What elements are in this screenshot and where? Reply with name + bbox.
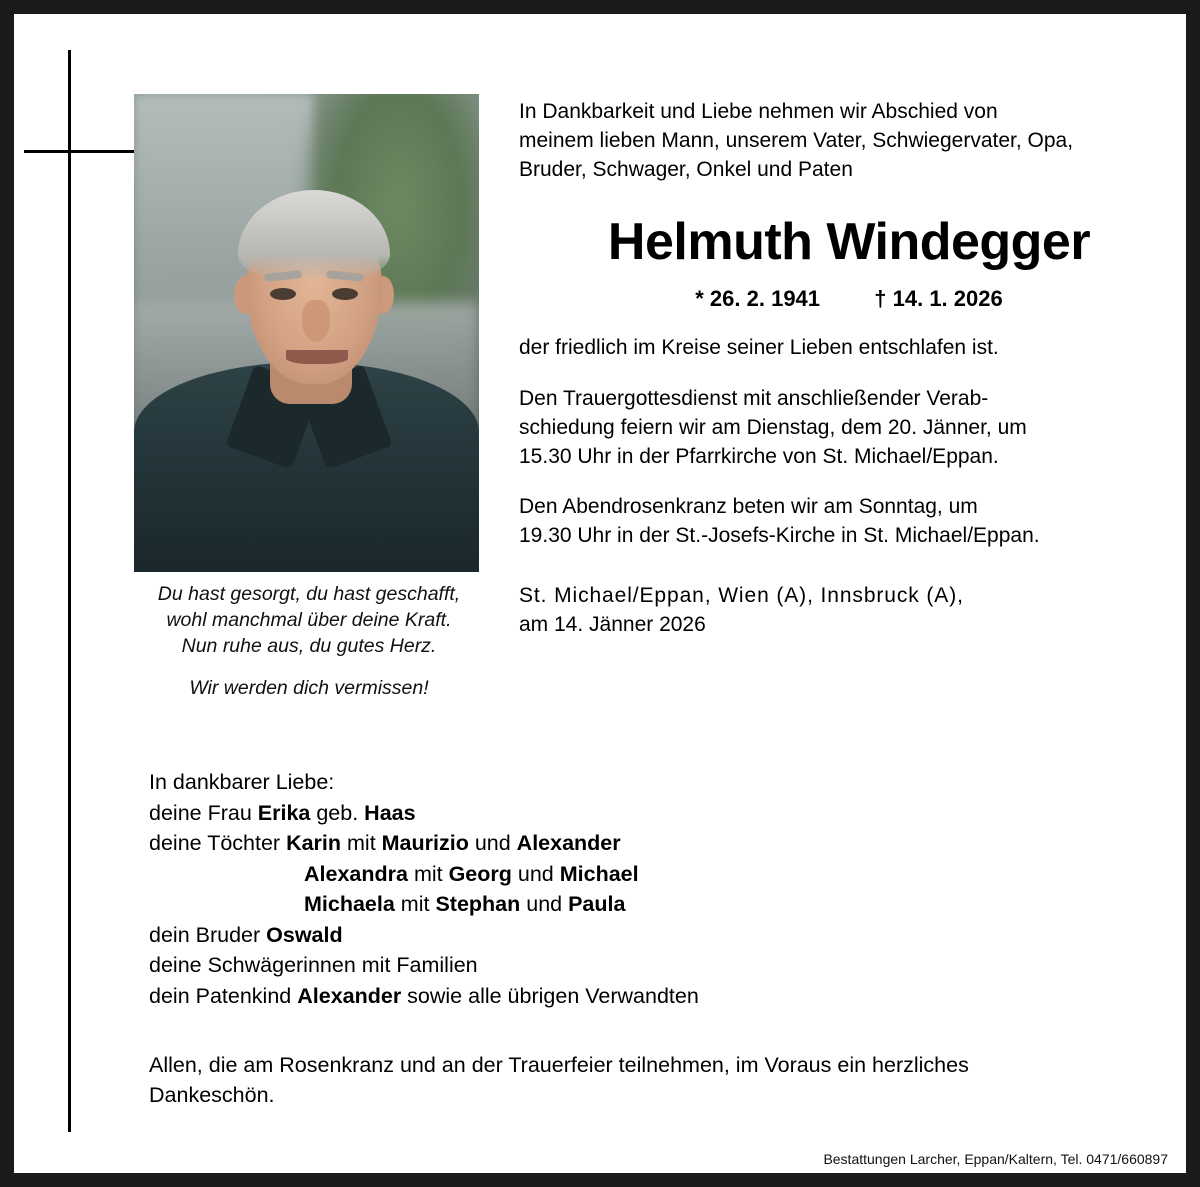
family-text: deine Töchter xyxy=(149,831,287,856)
family-text: und xyxy=(468,831,517,856)
paragraph-passing xyxy=(519,334,1179,363)
family-text: mit xyxy=(341,831,382,856)
family-text: mit xyxy=(394,892,436,917)
family-name: Michaela xyxy=(304,892,395,917)
memorial-verse xyxy=(134,582,484,702)
death-date: † 14. 1. 2026 xyxy=(874,286,1003,312)
family-name: Stephan xyxy=(435,892,521,917)
family-list xyxy=(149,767,1049,1011)
family-name: Erika xyxy=(257,800,311,825)
intro-line-3: Bruder, Schwager, Onkel und Paten xyxy=(519,157,853,181)
intro-line-2: meinem lieben Mann, unserem Vater, Schwiegervater, Opa, xyxy=(519,128,1074,152)
family-name: Georg xyxy=(448,861,512,886)
family-name: Haas xyxy=(364,800,416,825)
verse-line-4: Wir werden dich vermissen! xyxy=(189,676,429,699)
cross-icon-vertical xyxy=(68,50,71,1132)
verse-line-2: wohl manchmal über deine Kraft. xyxy=(166,608,452,631)
family-name: Alexander xyxy=(297,983,402,1008)
cross-icon-horizontal xyxy=(24,150,136,153)
deceased-name: Helmuth Windegger xyxy=(607,213,1091,272)
family-text: geb. xyxy=(310,800,365,825)
family-row xyxy=(149,920,1049,951)
paragraph-service xyxy=(519,385,1179,471)
family-heading: In dankbarer Liebe: xyxy=(149,770,335,794)
thanks-line-1: Allen, die am Rosenkranz und an der Trauerfeier teilnehmen, im Voraus ein herzliches xyxy=(149,1053,969,1077)
place-line-1: St. Michael/Eppan, Wien (A), Innsbruck (A), xyxy=(519,583,964,607)
family-text: deine Frau xyxy=(149,800,258,825)
photo-mouth xyxy=(286,350,348,364)
verse-line-1: Du hast gesorgt, du hast geschafft, xyxy=(157,583,461,605)
funeral-home-footer: Bestattungen Larcher, Eppan/Kaltern, Tel. 0471/660897 xyxy=(823,1151,1168,1167)
family-text: dein Patenkind xyxy=(149,983,298,1008)
family-name: Karin xyxy=(286,831,342,856)
family-row xyxy=(149,828,1049,859)
life-dates xyxy=(519,286,1179,312)
family-name: Paula xyxy=(568,892,626,917)
photo-eye-left xyxy=(270,288,296,300)
photo-nose xyxy=(302,300,330,342)
family-text: deine Schwägerinnen mit Familien xyxy=(149,953,478,978)
paragraph-rosary-line-2: 19.30 Uhr in der St.-Josefs-Kirche in St. Michael/Eppan. xyxy=(519,524,1040,548)
family-row xyxy=(149,981,1049,1012)
family-text: mit xyxy=(407,861,449,886)
thanks-line-2: Dankeschön. xyxy=(149,1083,275,1108)
family-rows xyxy=(149,798,1049,1012)
obituary-inner xyxy=(14,14,1186,1173)
family-row xyxy=(149,889,1049,920)
paragraph-passing-line-1: der friedlich im Kreise seiner Lieben entschlafen ist. xyxy=(519,336,999,360)
family-name: Alexandra xyxy=(304,861,408,886)
family-text: dein Bruder xyxy=(149,922,267,947)
family-text: und xyxy=(520,892,569,917)
paragraph-rosary xyxy=(519,493,1179,551)
intro-line-1: In Dankbarkeit und Liebe nehmen wir Abschied von xyxy=(519,100,998,123)
paragraph-service-line-3: 15.30 Uhr in der Pfarrkirche von St. Michael/Eppan. xyxy=(519,444,999,468)
verse-line-3: Nun ruhe aus, du gutes Herz. xyxy=(181,634,437,657)
place-line-2: am 14. Jänner 2026 xyxy=(519,613,706,637)
obituary-main-text xyxy=(519,98,1179,640)
family-text: und xyxy=(511,861,560,886)
place-and-date xyxy=(519,581,1179,640)
family-row xyxy=(149,798,1049,829)
family-name: Maurizio xyxy=(381,831,469,856)
family-name: Alexander xyxy=(516,831,621,856)
thanks-text xyxy=(149,1050,1161,1110)
photo-eye-right xyxy=(332,288,358,300)
paragraph-service-line-1: Den Trauergottesdienst mit anschließender Verab- xyxy=(519,387,989,411)
paragraph-rosary-line-1: Den Abendrosenkranz beten wir am Sonntag, um xyxy=(519,495,978,519)
birth-date: * 26. 2. 1941 xyxy=(695,286,821,312)
family-name: Michael xyxy=(559,861,639,886)
family-row xyxy=(149,859,1049,890)
family-name: Oswald xyxy=(266,922,343,947)
intro-text xyxy=(519,98,1179,184)
family-row xyxy=(149,950,1049,981)
family-text: sowie alle übrigen Verwandten xyxy=(401,983,699,1008)
portrait-photo xyxy=(134,94,479,572)
paragraph-service-line-2: schiedung feiern wir am Dienstag, dem 20. Jänner, um xyxy=(519,415,1027,439)
verse-spacer xyxy=(134,660,484,676)
